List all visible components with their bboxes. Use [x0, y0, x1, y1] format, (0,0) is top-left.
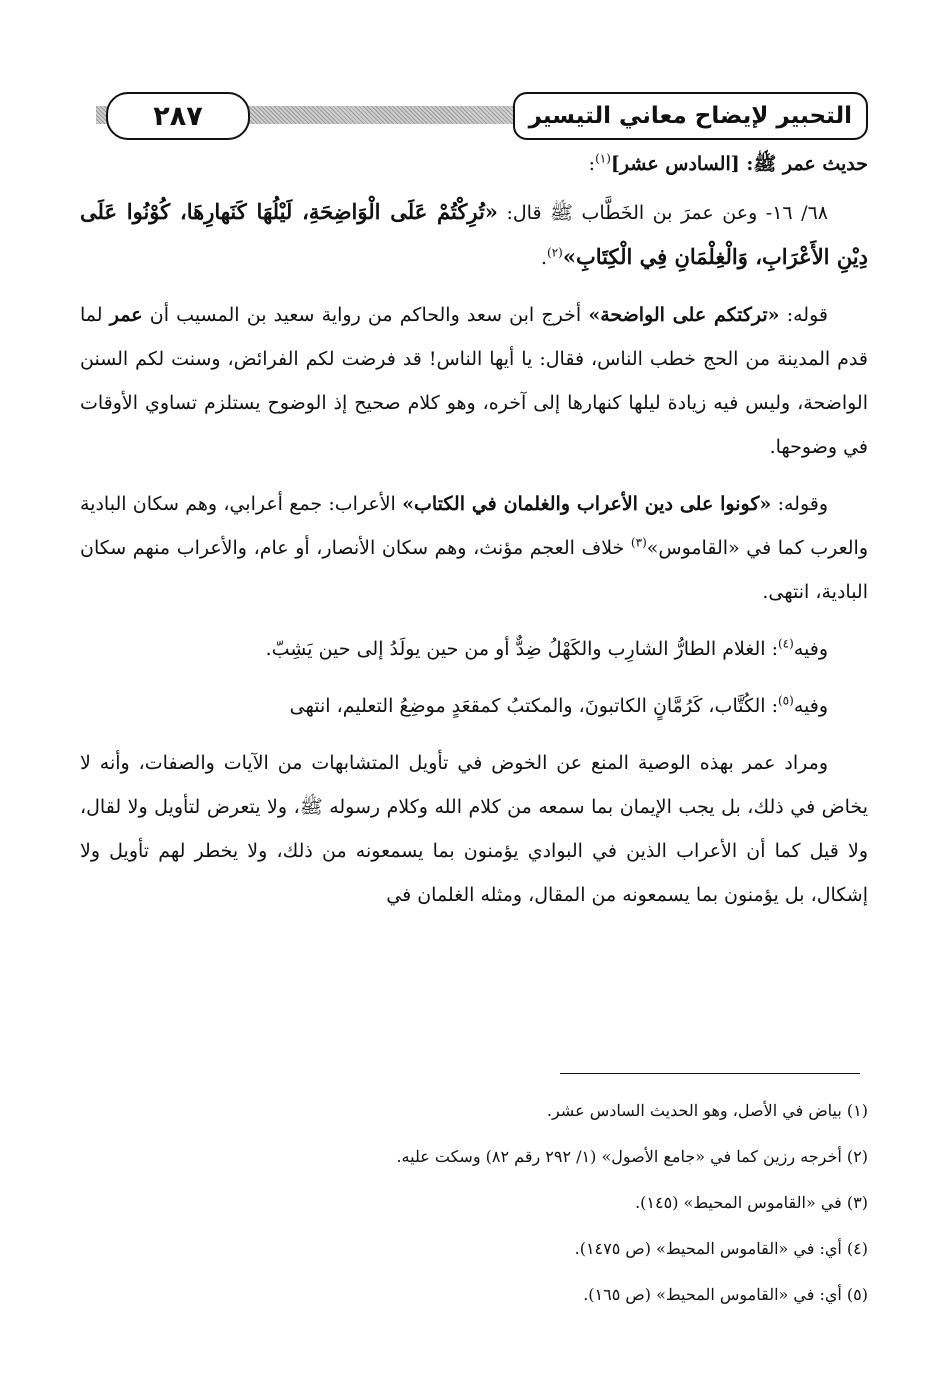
- paragraph-text: لما قدم المدينة من الحج خطب الناس، فقال: يا أيها الناس! قد فرضت لكم الفرائض، وسنت لكم السنن الواضحة، وليس فيه زيادة ليلها كنهارها إلى آخره، وهو كلام صحيح إذ الوضوح يستلزم تساوي الأوقات في وضوحها.: [80, 304, 868, 458]
- hadith-end: .: [540, 247, 548, 269]
- paragraph-text: خلاف العجم مؤنث، وهم سكان الأنصار، أو عام، والأعراب منهم سكان البادية، انتهى.: [80, 537, 868, 603]
- page-header: [96, 92, 868, 142]
- quoted-phrase: «كونوا على دين الأعراب والغلمان في الكتاب»: [402, 493, 772, 515]
- main-text: [80, 142, 868, 930]
- paragraph-text: ومراد عمر بهذه الوصية المنع عن الخوض في تأويل المتشابهات من الآيات والصفات، وأنه لا يخاض في ذلك، بل يجب الإيمان بما سمعه من كلام الله وكلام رسوله ﷺ، ولا يتعرض لتأويل ولا لقال، ولا قيل كما أن الأعراب الذين في البوادي يؤمنون بما يسمعونه من ذلك، ولا يخطر لهم تأويل ولا إشكال، بل يؤمنون بما يسمعونه من المقال، ومثله الغلمان في: [80, 752, 868, 906]
- commentary-paragraph-4: [80, 684, 868, 728]
- label: وفيه: [793, 638, 828, 660]
- footnote-ref: (٢): [547, 245, 563, 260]
- commentary-paragraph-2: [80, 482, 868, 614]
- book-title: التحبير لإيضاح معاني التيسير: [513, 92, 868, 140]
- commentary-paragraph-3: [80, 627, 868, 671]
- footnote-ref: (٣): [630, 535, 647, 550]
- label: وفيه: [793, 695, 828, 717]
- hadith-intro: وعن عمرَ بن الخَطَّاب ﷺ قال:: [506, 202, 758, 224]
- paragraph-text: أخرج ابن سعد والحاكم من رواية سعيد بن المسيب أن: [149, 304, 582, 326]
- footnote-divider: [560, 1073, 860, 1074]
- paragraph-text: : الغلام الطارُّ الشارِب والكَهْلُ ضِدٌّ أو من حين يولَدُ إلى حين يَشِبّ.: [265, 638, 778, 660]
- commentary-paragraph-5: [80, 741, 868, 917]
- section-heading-text: حديث عمر ﷺ: [السادس عشر]: [610, 153, 868, 175]
- footnote-1: (١) بياض في الأصل، وهو الحديث السادس عشر.: [546, 1101, 868, 1120]
- name-highlight: عمر: [109, 304, 143, 326]
- hadith-text: «تُرِكْتُمْ عَلَى الْوَاضِحَةِ، لَيْلُهَا كَنَهارِهَا، كُوْنُوا عَلَى دِيْنِ الأَعْرَابِ، وَالْغِلْمَانِ فِي الْكِتَابِ»: [80, 199, 868, 269]
- footnote-3: (٣) في «القاموس المحيط» (١٤٥).: [635, 1193, 868, 1212]
- footnote-ref: (١): [595, 151, 611, 166]
- footnote-ref: (٥): [777, 693, 794, 708]
- footnote-5: (٥) أي: في «القاموس المحيط» (ص ١٦٥).: [583, 1285, 868, 1304]
- paragraph-text: الأعراب: جمع أعرابي، وهم سكان البادية والعرب كما في «القاموس»: [80, 493, 869, 559]
- footnote-4: (٤) أي: في «القاموس المحيط» (ص ١٤٧٥).: [574, 1239, 868, 1258]
- paragraph-text: : الكُتَّاب، كَرُمَّانٍ الكاتبونَ، والمكتبُ كمقعَدٍ موضِعُ التعليم، انتهى: [289, 695, 778, 717]
- footnote-2: (٢) أخرجه رزين كما في «جامع الأصول» (١/ ٢٩٢ رقم ٨٢) وسكت عليه.: [396, 1147, 868, 1166]
- footnotes: [80, 1100, 868, 1330]
- commentary-paragraph-1: [80, 293, 868, 469]
- section-heading: حديث عمر ﷺ: [السادس عشر]$^{(١)}$:: [588, 151, 868, 175]
- label: وقوله:: [777, 493, 829, 515]
- hadith-paragraph: [80, 190, 868, 280]
- label: قوله:: [786, 304, 828, 326]
- footnote-ref: (٤): [777, 636, 794, 651]
- hadith-number: ٦٨/ ١٦-: [765, 202, 828, 224]
- page-number: ٢٨٧: [106, 92, 250, 140]
- quoted-phrase: «تركتكم على الواضحة»: [588, 304, 780, 326]
